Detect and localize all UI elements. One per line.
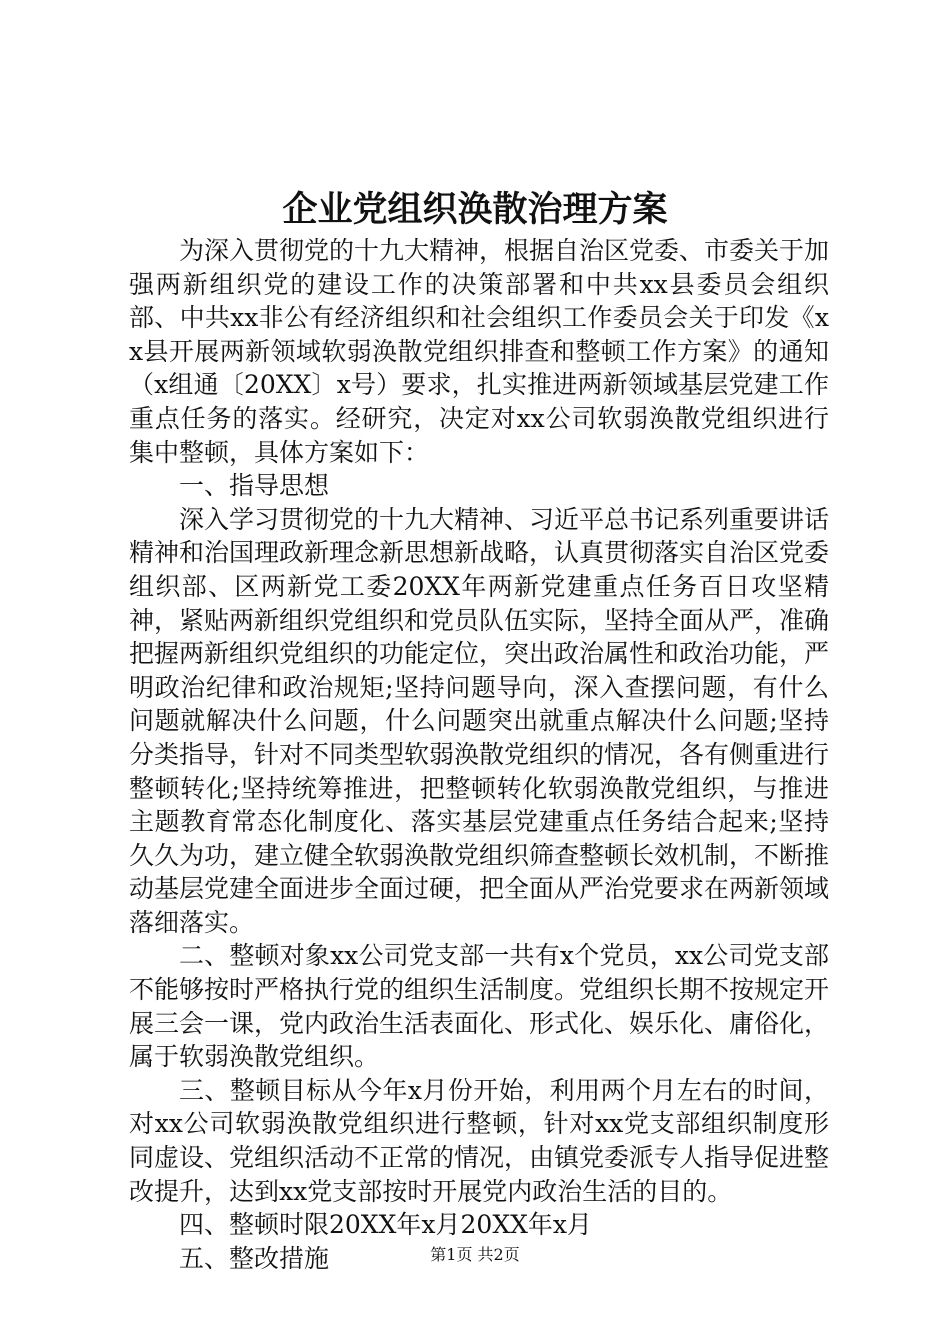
paragraph-rectification-period: 四、整顿时限20XX年x月20XX年x月: [179, 1210, 593, 1240]
paragraph-rectification-goal: 三、整顿目标从今年x月份开始，利用两个月左右的时间，对xx公司软弱涣散党组织进行整顿，针对xx党支部组织制度形同虚设、党组织活动不正常的情况，由镇党委派专人指导促进整改提升，达到xx党支部按时开展党内政治生活的目的。: [129, 1075, 830, 1206]
paragraph-rectification-target: 二、整顿对象xx公司党支部一共有x个党员，xx公司党支部不能够按时严格执行党的组织生活制度。党组织长期不按规定开展三会一课，党内政治生活表面化、形式化、娱乐化、庸俗化，属于软弱涣散党组织。: [129, 941, 830, 1072]
page-footer: 第1页 共2页: [430, 1245, 520, 1264]
section-heading-rectification-measures: 五、整改措施: [179, 1243, 330, 1273]
document-body: [129, 234, 829, 1275]
document-title: 企业党组织涣散治理方案: [282, 189, 668, 230]
paragraph-intro: 为深入贯彻党的十九大精神，根据自治区党委、市委关于加强两新组织党的建设工作的决策部署和中共xx县委员会组织部、中共xx非公有经济组织和社会组织工作委员会关于印发《xx县开展两新领域软弱涣散党组织排查和整顿工作方案》的通知（x组通〔20XX〕x号）要求，扎实推进两新领域基层党建工作重点任务的落实。经研究，决定对xx公司软弱涣散党组织进行集中整顿，具体方案如下：: [129, 236, 830, 467]
section-heading-guiding-ideology: 一、指导思想: [179, 471, 330, 501]
paragraph-guiding-ideology: 深入学习贯彻党的十九大精神、习近平总书记系列重要讲话精神和治国理政新理念新思想新战略，认真贯彻落实自治区党委组织部、区两新党工委20XX年两新党建重点任务百日攻坚精神，紧贴两新组织党组织和党员队伍实际，坚持全面从严，准确把握两新组织党组织的功能定位，突出政治属性和政治功能，严明政治纪律和政治规矩;坚持问题导向，深入查摆问题，有什么问题就解决什么问题，什么问题突出就重点解决什么问题;坚持分类指导，针对不同类型软弱涣散党组织的情况，各有侧重进行整顿转化;坚持统筹推进，把整顿转化软弱涣散党组织，与推进主题教育常态化制度化、落实基层党建重点任务结合起来;坚持久久为功，建立健全软弱涣散党组织筛查整顿长效机制，不断推动基层党建全面进步全面过硬，把全面从严治党要求在两新领域落细落实。: [129, 504, 830, 937]
